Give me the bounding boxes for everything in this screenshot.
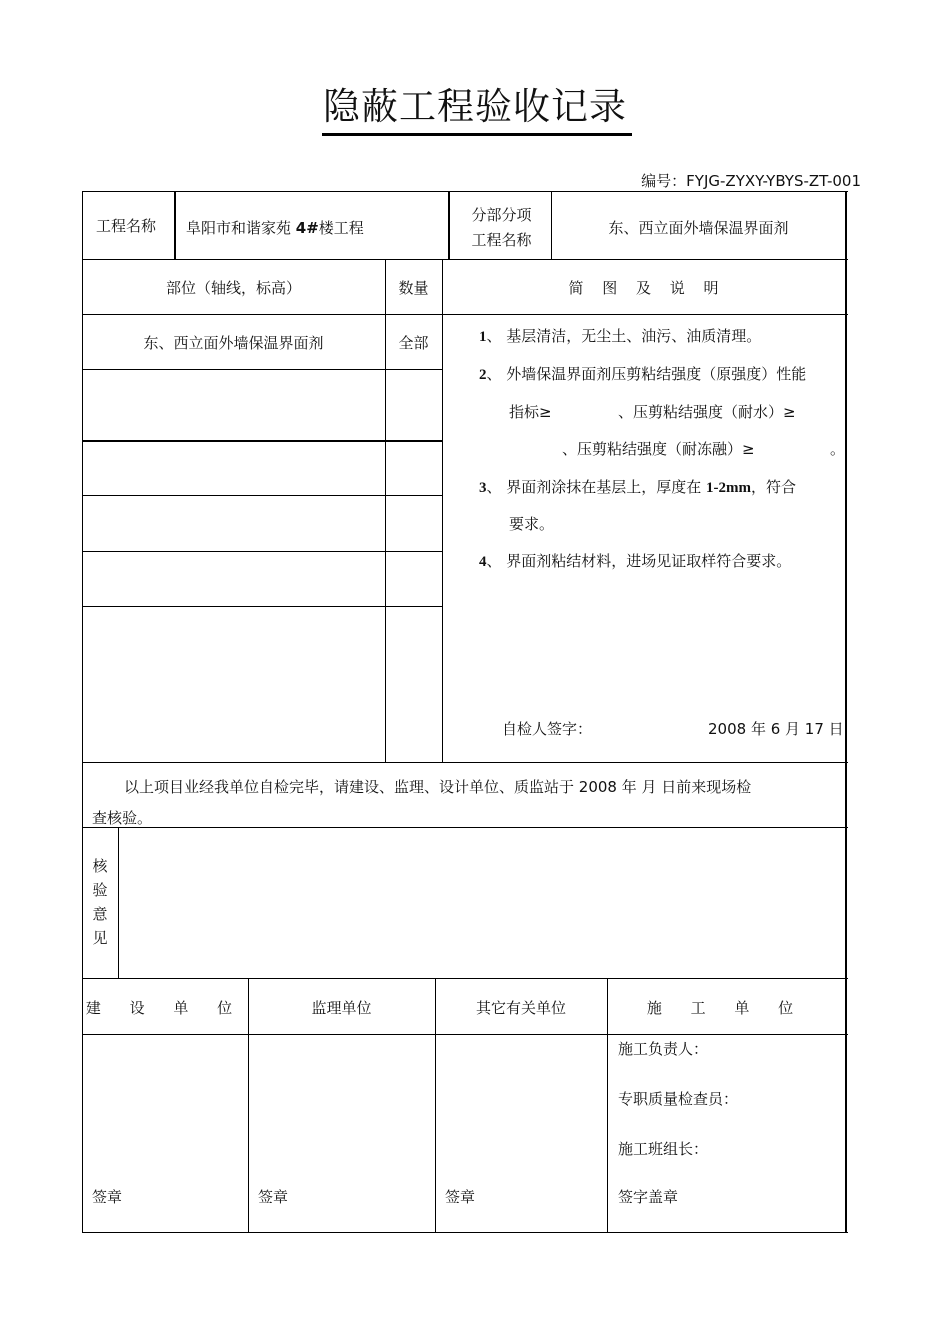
note-2-line2b: 、压剪粘结强度（耐水）≥	[618, 403, 796, 421]
note-3-line2: 要求。	[509, 515, 555, 533]
note-2-line2a: 指标≥	[509, 403, 552, 421]
note-3-line1	[479, 476, 796, 497]
contractor-lead-label: 施工负责人：	[618, 1040, 709, 1058]
note-text: ，符合	[751, 478, 797, 496]
note-number: 4	[479, 554, 487, 570]
sub-project-label-line2: 工程名称	[471, 231, 532, 249]
project-name-prefix: 阜阳市和谐家苑	[186, 219, 296, 237]
review-opinion-label: 核验意见	[92, 857, 108, 947]
row-divider	[82, 606, 443, 607]
self-check-date: 2008 年 6 月 17 日	[708, 720, 844, 738]
diagram-column-header: 简 图 及 说 明	[568, 279, 719, 297]
contractor-seal-label: 签字盖章	[618, 1188, 679, 1206]
row-divider	[82, 551, 443, 552]
row-divider	[82, 314, 848, 315]
project-name-value	[186, 217, 364, 238]
note-text: 、 基层清洁，无尘土、油污、油质清理。	[486, 327, 762, 345]
table-border-bottom	[82, 1232, 848, 1233]
document-number: 编号：FYJG-ZYXY-YBYS-ZT-001	[641, 172, 861, 190]
note-number: 2	[479, 367, 487, 383]
col-divider	[448, 191, 450, 259]
col-divider	[118, 827, 119, 978]
note-number: 1	[479, 329, 487, 345]
self-check-signature-label: 自检人签字：	[502, 720, 593, 738]
row-quantity: 全部	[398, 334, 429, 352]
row-divider	[82, 827, 848, 828]
title-underline	[322, 133, 632, 136]
row-divider	[82, 495, 443, 496]
row-divider	[82, 440, 443, 442]
note-text: 、 界面剂粘结材料，进场见证取样符合要求。	[486, 552, 792, 570]
quantity-column-header: 数量	[398, 279, 429, 297]
note-text: 、 外墙保温界面剂压剪粘结强度（原强度）性能	[486, 365, 807, 383]
row-divider	[82, 369, 443, 370]
row-divider	[82, 1034, 848, 1035]
inspection-request-line1: 以上项目业经我单位自检完毕，请建设、监理、设计单位、质监站于 2008 年 月 日前来现场检	[124, 778, 752, 796]
project-building-number: 4#	[295, 219, 319, 237]
owner-unit-header: 建 设 单 位	[85, 999, 245, 1017]
inspection-record-table	[82, 191, 848, 1233]
note-4	[479, 550, 791, 571]
col-divider	[442, 259, 443, 762]
row-divider	[82, 978, 848, 979]
other-seal-label: 签章	[445, 1188, 476, 1206]
project-name-label: 工程名称	[96, 217, 157, 235]
supervision-seal-label: 签章	[258, 1188, 289, 1206]
note-1	[479, 325, 761, 346]
contractor-unit-header: 施 工 单 位	[646, 999, 806, 1017]
row-divider	[82, 762, 848, 763]
sub-project-value: 东、西立面外墙保温界面剂	[608, 219, 789, 237]
team-leader-label: 施工班组长：	[618, 1140, 709, 1158]
row-divider	[82, 259, 848, 260]
col-divider	[174, 191, 176, 259]
note-2-line3-end: 。	[830, 440, 846, 458]
supervision-unit-header: 监理单位	[311, 999, 372, 1017]
location-column-header: 部位（轴线，标高）	[165, 279, 301, 297]
note-2-line3: 、压剪粘结强度（耐冻融）≥	[562, 440, 755, 458]
other-unit-header: 其它有关单位	[475, 999, 566, 1017]
note-2-line1	[479, 363, 806, 384]
inspection-request-line2: 查核验。	[92, 809, 153, 827]
thickness-value: 1-2mm	[706, 480, 752, 496]
row-location: 东、西立面外墙保温界面剂	[143, 334, 324, 352]
owner-seal-label: 签章	[92, 1188, 123, 1206]
document-title: 隐蔽工程验收记录	[323, 85, 627, 128]
note-text: 、 界面剂涂抹在基层上，厚度在	[486, 478, 707, 496]
sub-project-label-line1: 分部分项	[471, 206, 532, 224]
quality-inspector-label: 专职质量检查员：	[618, 1090, 739, 1108]
project-name-suffix: 楼工程	[318, 219, 364, 237]
note-number: 3	[479, 480, 487, 496]
table-border-top	[82, 191, 848, 192]
table-border-right	[845, 191, 847, 1233]
